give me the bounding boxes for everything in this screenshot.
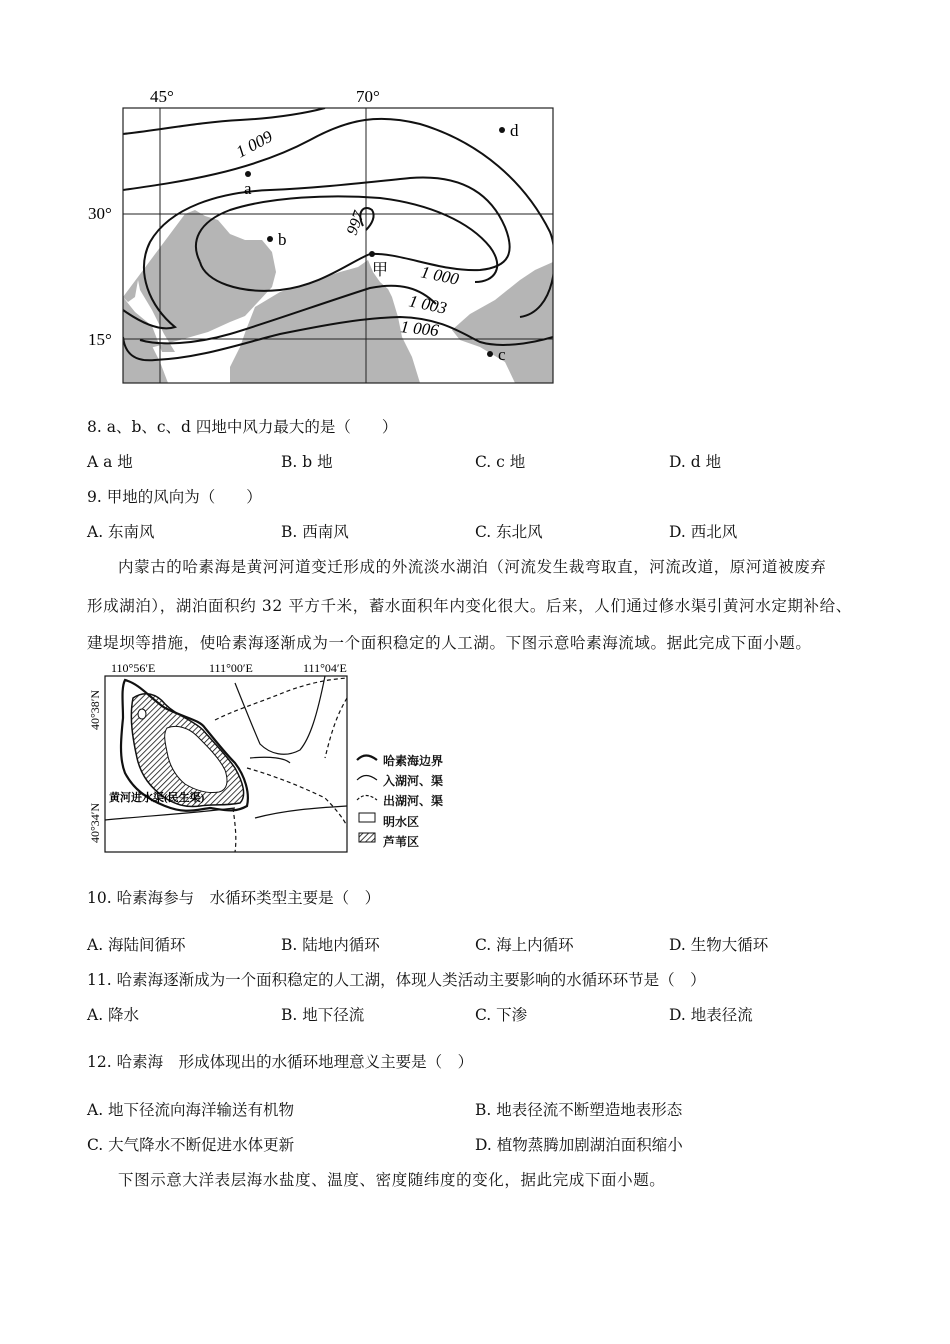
lat-label-1: 40°38′N	[88, 689, 102, 730]
question-9-option-a[interactable]: A. 东南风	[87, 523, 155, 541]
outflow-channel-3	[233, 808, 236, 852]
question-12-option-c[interactable]: C. 大气降水不断促进水体更新	[87, 1136, 295, 1154]
legend-open-water: 明水区	[383, 815, 420, 829]
question-8-option-c[interactable]: C. c 地	[475, 453, 526, 471]
question-9-option-d[interactable]: D. 西北风	[669, 523, 738, 541]
hasuhai-map-figure	[85, 658, 455, 858]
legend-outflow: 出湖河、渠	[383, 794, 444, 808]
passage-line-2: 形成湖泊），湖泊面积约 32 平方千米，蓄水面积年内变化很大。后来，人们通过修水渠引黄河水定期补给、	[87, 597, 852, 615]
point-jia-dot	[369, 251, 375, 257]
inflow-river-2	[235, 676, 325, 754]
lon-label-1: 110°56′E	[111, 661, 156, 675]
inflow-label	[109, 790, 205, 804]
isobar-label-1003: 1 003	[407, 291, 449, 318]
lon-label-3: 111°04′E	[303, 661, 347, 675]
small-water	[138, 709, 146, 719]
passage-line-1: 内蒙古的哈素海是黄河河道变迁形成的外流淡水湖泊（河流发生裁弯取直，河流改道，原河道被废弃	[118, 558, 827, 576]
question-10-option-d[interactable]: D. 生物大循环	[669, 936, 769, 954]
southeast-asia-land	[452, 262, 553, 383]
isobar-label-1000: 1 000	[419, 262, 461, 289]
question-10-option-c[interactable]: C. 海上内循环	[475, 936, 574, 954]
question-9-stem: 9. 甲地的风向为（ ）	[87, 488, 262, 506]
point-a-dot	[245, 171, 251, 177]
question-10-option-b[interactable]: B. 陆地内循环	[281, 936, 380, 954]
question-11-option-a[interactable]: A. 降水	[87, 1006, 140, 1024]
question-8-option-a[interactable]: A a 地	[87, 453, 133, 471]
next-section-intro: 下图示意大洋表层海水盐度、温度、密度随纬度的变化，据此完成下面小题。	[118, 1171, 666, 1189]
point-d-dot	[499, 127, 505, 133]
inflow-river-3	[250, 757, 290, 763]
isobar-map	[80, 82, 560, 387]
point-c-dot	[487, 351, 493, 357]
question-12-option-b[interactable]: B. 地表径流不断塑造地表形态	[475, 1101, 683, 1119]
outflow-channel-4	[325, 698, 347, 758]
lat-label-30: 30°	[88, 204, 112, 223]
question-11-stem: 11. 哈素海逐渐成为一个面积稳定的人工湖，体现人类活动主要影响的水循环环节是（ ）	[87, 971, 706, 989]
lat-label-2: 40°34′N	[88, 802, 102, 843]
lon-label-2: 111°00′E	[209, 661, 253, 675]
point-jia-label: 甲	[372, 262, 389, 279]
legend-inflow: 入湖河、渠	[383, 774, 444, 788]
question-11-option-d[interactable]: D. 地表径流	[669, 1006, 753, 1024]
question-8-option-d[interactable]: D. d 地	[669, 453, 722, 471]
lat-label-15: 15°	[88, 330, 112, 349]
question-12-option-d[interactable]: D. 植物蒸腾加剧湖泊面积缩小	[475, 1136, 683, 1154]
lon-label-70: 70°	[356, 87, 380, 106]
point-a-label: a	[244, 179, 252, 198]
outflow-channel-2	[247, 768, 347, 826]
point-c-label: c	[498, 345, 506, 364]
question-10-stem: 10. 哈素海参与 水循环类型主要是（ ）	[87, 889, 381, 907]
legend-symbols	[355, 750, 379, 850]
question-10-option-a[interactable]: A. 海陆间循环	[87, 936, 186, 954]
legend-reed: 芦苇区	[383, 835, 420, 849]
question-11-option-c[interactable]: C. 下渗	[475, 1006, 528, 1024]
question-9-option-b[interactable]: B. 西南风	[281, 523, 349, 541]
question-11-option-b[interactable]: B. 地下径流	[281, 1006, 365, 1024]
inflow-river-1	[105, 808, 235, 820]
question-8-option-b[interactable]: B. b 地	[281, 453, 333, 471]
inflow-label-text: 黄河进水渠(民生渠)	[109, 792, 205, 804]
point-b-label: b	[278, 230, 287, 249]
isobar-label-1006: 1 006	[399, 317, 440, 340]
lon-label-45: 45°	[150, 87, 174, 106]
question-8-stem: 8. a、b、c、d 四地中风力最大的是（ ）	[87, 418, 398, 436]
passage-line-3: 建堤坝等措施，使哈素海逐渐成为一个面积稳定的人工湖。下图示意哈素海流域。据此完成下面小题。	[87, 634, 812, 652]
isobar-label-1009: 1 009	[232, 126, 276, 162]
question-9-option-c[interactable]: C. 东北风	[475, 523, 543, 541]
question-12-stem: 12. 哈素海 形成体现出的水循环地理意义主要是（ ）	[87, 1053, 474, 1071]
isobar-map-figure	[80, 82, 560, 387]
point-d-label: d	[510, 121, 519, 140]
legend-basin-boundary: 哈素海边界	[383, 754, 444, 768]
point-b-dot	[267, 236, 273, 242]
inflow-river-4	[255, 806, 347, 818]
question-12-option-a[interactable]: A. 地下径流向海洋输送有机物	[87, 1101, 295, 1119]
isobar-1009	[123, 108, 325, 134]
outflow-channel-1	[215, 678, 347, 720]
isobar-label-997: 997	[343, 209, 368, 238]
